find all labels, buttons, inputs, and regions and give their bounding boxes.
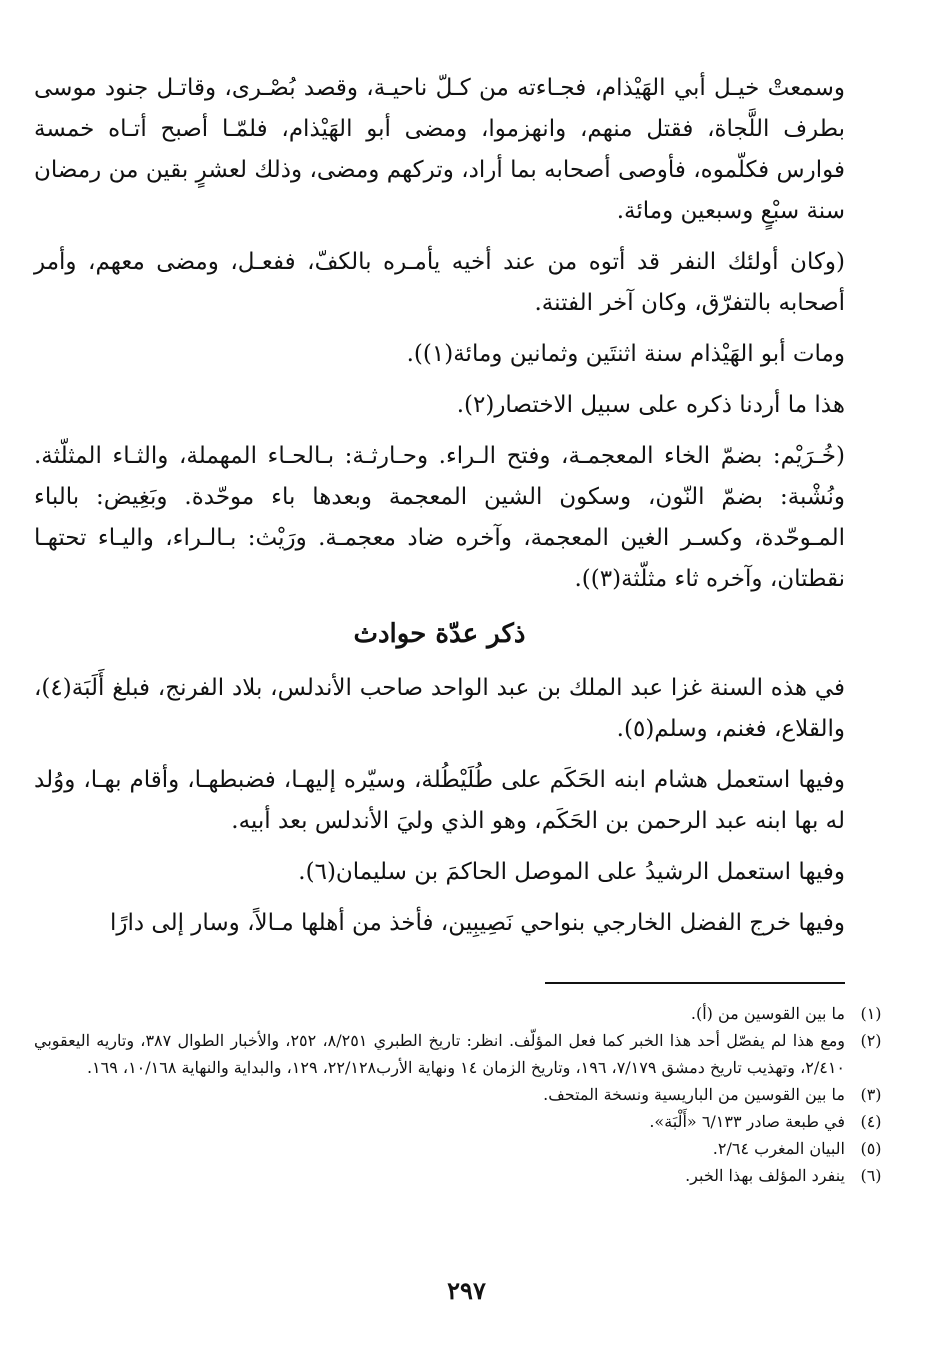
footnote-number: (١) xyxy=(860,1004,882,1023)
main-text xyxy=(34,68,845,954)
footnote xyxy=(34,1135,897,1162)
paragraph: (خُـرَيْم: بضمّ الخاء المعجمـة، وفتح الـراء. وحـارثـة: بـالحـاء المهملة، والثـاء المثلّثة. ونُشْبة: بضمّ النّون، وسكون الشين المعجمة وبعدها باء موحّدة. وبَغِيض: بالباء المـوحّدة، وكسـر الغين المعجمة، وآخره ضاد معجمـة. ورَيْث: بـالـراء، واليـاء تحتهـا نقطتان، وآخره ثاء مثلّثة(٣)). xyxy=(34,443,845,592)
paragraph: وفيها استعمل هشام ابنه الحَكَم على طُلَيْطُلة، وسيّره إليهـا، فضبطهـا، وأقام بهـا، ووُلد له بها ابنه عبد الرحمن بن الحَكَم، وهو الذي وليَ الأندلس بعد أبيه. xyxy=(34,767,845,834)
footnote-number: (٥) xyxy=(860,1139,882,1158)
footnote-text: ينفرد المؤلف بهذا الخبر. xyxy=(685,1166,845,1185)
footnote-number: (٢) xyxy=(860,1031,882,1050)
footnote xyxy=(34,1162,897,1189)
footnote-text: ما بين القوسين من الباريسية ونسخة المتحف. xyxy=(543,1085,845,1104)
footnote xyxy=(34,1027,897,1081)
paragraph: وسمعتْ خيـل أبي الهَيْذام، فجـاءته من كـلّ ناحيـة، وقصد بُصْـرى، وقاتـل جنود موسى بطرف اللَّجاة، فقتل منهم، وانهزموا، ومضى أبو الهَيْذام، فلمّـا أصبح أتـاه خمسة فوارس فكلّموه، فأوصى أصحابه بما أراد، وتركهم ومضى، وذلك لعشرٍ بقين من رمضان سنة سبْعٍ وسبعين ومائة. xyxy=(34,75,845,224)
footnote xyxy=(34,1108,897,1135)
footnote-text: البيان المغرب ٢/٦٤. xyxy=(712,1139,845,1158)
footnote xyxy=(34,1000,897,1027)
footnote-number: (٦) xyxy=(860,1166,882,1185)
paragraph: وفيها خرج الفضل الخارجي بنواحي نَصِيبِين، فأخذ من أهلها مـالاً، وسار إلى دارًا xyxy=(109,910,845,936)
footnotes xyxy=(34,1000,897,1189)
footnote-divider xyxy=(545,982,845,984)
footnote-number: (٤) xyxy=(860,1112,882,1131)
section-heading: ذكر عدّة حوادث xyxy=(353,619,526,649)
footnote-number: (٣) xyxy=(860,1085,882,1104)
footnote-text: ما بين القوسين من (أ). xyxy=(690,1004,845,1023)
paragraph: وفيها استعمل الرشيدُ على الموصل الحاكمَ بن سليمان(٦). xyxy=(298,859,845,885)
paragraph: في هذه السنة غزا عبد الملك بن عبد الواحد صاحب الأندلس، بلاد الفرنج، فبلغ أَلَبَة(٤)، والقلاع، فغنم، وسلم(٥). xyxy=(34,675,845,742)
footnote xyxy=(34,1081,897,1108)
paragraph: ومات أبو الهَيْذام سنة اثنتَين وثمانين ومائة(١)). xyxy=(406,341,845,367)
paragraph: هذا ما أردنا ذكره على سبيل الاختصار(٢). xyxy=(456,392,845,418)
footnote-text: ومع هذا لم يفصّل أحد هذا الخبر كما فعل المؤلّف. انظر: تاريخ الطبري ٨/٢٥١، ٢٥٢، والأخبار الطوال ٣٨٧، وتاريه اليعقوبي ٢/٤١٠، وتهذيب تاريخ دمشق ٧/١٧٩، ١٩٦، وتاريخ الزمان ١٤ ونهاية الأرب٢٢/١٢٨، ١٢٩، والبداية والنهاية ١٠/١٦٨، ١٦٩. xyxy=(34,1031,846,1077)
footnote-text: في طبعة صادر ٦/١٣٣ «أَلْبَة». xyxy=(649,1112,845,1131)
page-number: ٢٩٧ xyxy=(447,1276,486,1305)
paragraph: (وكان أولئك النفر قد أتوه من عند أخيه يأمـره بالكفّ، ففعـل، ومضى معهم، وأمر أصحابه بالتفرّق، وكان آخر الفتنة. xyxy=(34,249,845,316)
